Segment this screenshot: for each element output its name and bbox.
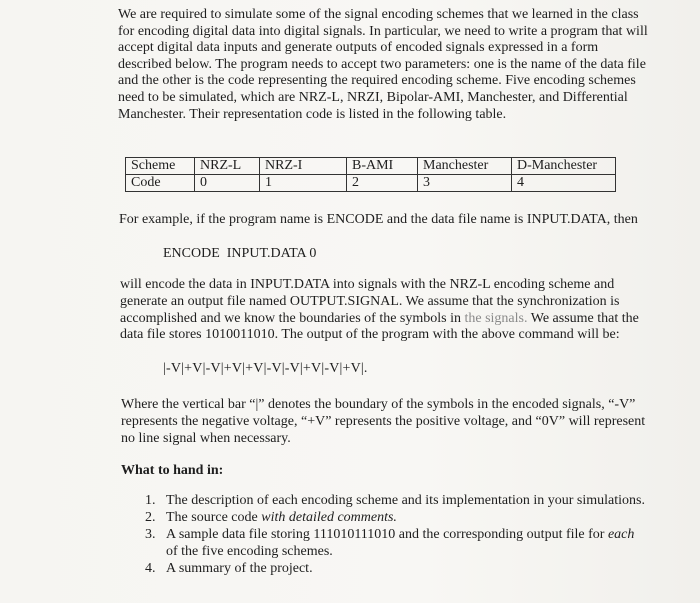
- list-number: 1.: [145, 493, 156, 508]
- list-item-text-plain: The source code: [166, 510, 262, 525]
- list-item-text: The description of each encoding scheme and its implementation in your simulations.: [166, 493, 645, 508]
- hand-in-heading: What to hand in:: [121, 463, 224, 478]
- list-item: [145, 492, 645, 509]
- example-command: ENCODE INPUT.DATA 0: [163, 246, 317, 261]
- table-row: [126, 158, 616, 175]
- list-item-text-plain: A sample data file storing 111010111010 and the corresponding output file for: [166, 527, 608, 542]
- table-row: [126, 175, 616, 192]
- list-item-text: [166, 509, 645, 526]
- list-number: 4.: [145, 561, 156, 576]
- table-cell: B-AMI: [347, 158, 418, 175]
- table-cell: 0: [195, 175, 260, 192]
- list-item: [145, 526, 645, 560]
- list-item-text-italic: with detailed comments.: [261, 510, 397, 525]
- list-item-text-italic: each: [607, 527, 635, 542]
- table-cell: NRZ-I: [260, 158, 347, 175]
- list-item-text-plain: of the five encoding schemes.: [166, 544, 333, 559]
- list-item-text: [166, 526, 645, 560]
- intro-paragraph: We are required to simulate some of the signal encoding schemes that we learned in the class for encoding digital data into digital signals. In particular, we need to write a program that will accept digital data inputs and generate outputs of encoded signals expressed in a form described below. The program needs to accept two parameters: one is the name of the data file and the other is the code representing the required encoding scheme. Five encoding schemes need to be simulated, which are NRZ-L, NRZI, Bipolar-AMI, Manchester, and Differential Manchester. Their representation code is listed in the following table.: [118, 7, 648, 122]
- table-cell: D-Manchester: [512, 158, 616, 175]
- table-cell: Manchester: [418, 158, 512, 175]
- signal-output: |-V|+V|-V|+V|+V|-V|-V|+V|-V|+V|.: [163, 361, 368, 376]
- example-paragraph: For example, if the program name is ENCODE and the data file name is INPUT.DATA, then: [119, 212, 638, 227]
- table-cell: 4: [512, 175, 616, 192]
- table-cell: 2: [347, 175, 418, 192]
- notation-paragraph: Where the vertical bar “|” denotes the boundary of the symbols in the encoded signals, “-V” represents the negative voltage, “+V” represents the positive voltage, and “0V” will represent no line signal when necessary.: [121, 397, 646, 446]
- hand-in-list: [145, 492, 645, 577]
- table-cell: NRZ-L: [195, 158, 260, 175]
- list-item-text: A summary of the project.: [166, 561, 313, 576]
- encoding-code-table: [125, 157, 616, 192]
- explanation-paragraph: [120, 277, 648, 344]
- explanation-text-continued: We assume that the data file stores 1010011010. The output of the program with the above command will be:: [120, 310, 639, 343]
- list-item: [145, 560, 645, 577]
- explanation-text: will encode the data in INPUT.DATA into signals with the NRZ-L encoding scheme and generate an output file named OUTPUT.SIGNAL. We assume that the synchronization is accomplished and we know the boundaries of the symbols in: [120, 277, 620, 326]
- table-cell: 1: [260, 175, 347, 192]
- list-number: 2.: [145, 510, 156, 525]
- list-number: 3.: [145, 527, 156, 542]
- table-cell: Scheme: [126, 158, 195, 175]
- explanation-faded-text: the signals.: [464, 310, 528, 326]
- list-item: [145, 509, 645, 526]
- table-cell: Code: [126, 175, 195, 192]
- table-cell: 3: [418, 175, 512, 192]
